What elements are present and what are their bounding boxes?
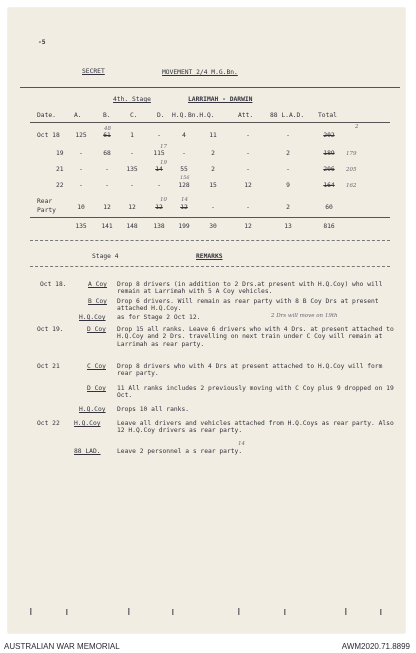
stage-route: LARRIMAH - DARWIN: [188, 96, 253, 103]
cell: 125: [75, 132, 87, 139]
cell: 115: [153, 150, 165, 157]
row-date: 21: [56, 166, 64, 173]
cell: 1: [130, 132, 134, 139]
cell: -: [246, 132, 250, 139]
remark-text: as for Stage 2 Oct 12.: [117, 314, 201, 321]
handwritten-annotation: 205: [346, 167, 357, 173]
total-cell: 135: [75, 223, 87, 230]
footer-reference: AWM2020.71.8899: [341, 642, 410, 651]
cell: 189: [323, 150, 335, 157]
remark-text: Drop 15 all ranks. Leave 6 drivers who with 4 Drs. at present attached to H.Q.Coy and 2 Drs. travelling on next train under C Coy will remain at Larrimah as rear party.: [117, 326, 398, 348]
col-c: C.: [130, 112, 138, 119]
cell: -: [246, 166, 250, 173]
col-bnhq: Bn.H.Q.: [188, 112, 215, 119]
remarks-stage-label: Stage 4: [92, 253, 119, 260]
cell: 164: [323, 182, 335, 189]
remark-text: Drops 10 all ranks.: [117, 406, 190, 413]
cell: -: [211, 204, 215, 211]
col-a: A.: [74, 112, 82, 119]
cell: 12: [244, 182, 252, 189]
cell: -: [246, 204, 250, 211]
remark-unit: A Coy: [88, 281, 107, 288]
remarks-title: REMARKS: [196, 253, 223, 260]
cell: 2: [286, 150, 290, 157]
cell: 9: [286, 182, 290, 189]
cell: 12: [155, 204, 163, 211]
footer-institution: AUSTRALIAN WAR MEMORIAL: [4, 642, 120, 651]
handwritten-annotation: 48: [104, 126, 111, 132]
stage-label: 4th. Stage: [113, 96, 151, 103]
cell: 2: [286, 204, 290, 211]
total-cell: 13: [284, 223, 292, 230]
cell: 11: [209, 132, 217, 139]
cell: 68: [103, 150, 111, 157]
handwritten-annotation: 19: [160, 160, 167, 166]
remark-text: Drop 8 drivers (in addition to 2 Drs.at present with H.Q.Coy) who will remain at Larrimah with 5 A Coy vehicles.: [117, 281, 387, 296]
remark-unit: D Coy: [87, 326, 106, 333]
cell: 55: [180, 166, 188, 173]
col-total: Total: [318, 112, 337, 119]
remark-unit: H.Q.Coy: [74, 420, 101, 427]
cell: 12: [103, 204, 111, 211]
remark-unit: H.Q.Coy: [79, 314, 106, 321]
remark-date: Oct 21: [37, 363, 60, 370]
document-title: MOVEMENT 2/4 M.G.Bn.: [162, 69, 238, 76]
col-hq: H.Q.: [172, 112, 188, 119]
cell: 10: [77, 204, 85, 211]
cell: -: [130, 150, 134, 157]
cell: -: [79, 166, 83, 173]
cell: 14: [155, 166, 163, 173]
handwritten-note: 2 Drs will move on 19th: [271, 313, 338, 319]
total-cell: 141: [101, 223, 113, 230]
row-date: 19: [56, 150, 64, 157]
col-d: D.: [157, 112, 165, 119]
handwritten-correction: 14: [238, 441, 245, 447]
remark-unit: B Coy: [88, 298, 107, 305]
row-date: Oct 18: [37, 132, 60, 139]
corner-mark: -5: [38, 39, 46, 46]
handwritten-annotation: 17: [160, 144, 167, 150]
remark-text: 11 All ranks includes 2 previously moving with C Coy plus 9 dropped on 19 Oct.: [117, 385, 398, 400]
cell: -: [130, 182, 134, 189]
col-b: B.: [103, 112, 111, 119]
cell: -: [79, 150, 83, 157]
cell: 61: [103, 132, 111, 139]
remark-text: Drop 8 drivers who with 4 Drs at present attached to H.Q.Coy will form rear party.: [117, 363, 387, 378]
remark-unit: D Coy: [87, 385, 106, 392]
total-cell: 12: [244, 223, 252, 230]
col-date: Date.: [37, 112, 56, 119]
cell: 202: [323, 132, 335, 139]
row-date: Rear Party: [37, 198, 56, 214]
cell: 12: [180, 204, 188, 211]
remark-date: Oct 22: [37, 420, 60, 427]
cell: -: [105, 166, 109, 173]
archive-footer: [0, 638, 416, 653]
remark-date: Oct 19.: [37, 326, 64, 333]
handwritten-annotation: 179: [346, 151, 357, 157]
cell: -: [79, 182, 83, 189]
cell: 206: [323, 166, 335, 173]
cell: 128: [178, 182, 190, 189]
handwritten-annotation: 162: [346, 183, 357, 189]
cell: 2: [211, 166, 215, 173]
total-cell: 816: [323, 223, 335, 230]
total-cell: 30: [209, 223, 217, 230]
handwritten-annotation: 14: [181, 197, 188, 203]
handwritten-annotation: 2: [355, 124, 359, 130]
total-cell: 199: [178, 223, 190, 230]
cell: 12: [128, 204, 136, 211]
remark-unit: H.Q.Coy: [79, 406, 106, 413]
cell: -: [182, 150, 186, 157]
cell: -: [246, 150, 250, 157]
cell: 60: [325, 204, 333, 211]
remark-text: Leave all drivers and vehicles attached from H.Q.Coys as rear party. Also 12 H.Q.Coy drivers as rear party.: [117, 420, 398, 435]
remark-date: Oct 18.: [40, 281, 67, 288]
remark-unit: C Coy: [87, 363, 106, 370]
remark-text: Leave 2 personnel a s rear party.: [117, 448, 243, 455]
cell: 4: [182, 132, 186, 139]
remark-unit: 88 LAD.: [74, 448, 101, 455]
col-att: Att.: [238, 112, 254, 119]
cell: -: [157, 132, 161, 139]
col-lad: 88 L.A.D.: [270, 112, 305, 119]
total-cell: 148: [126, 223, 138, 230]
cell: 135: [126, 166, 138, 173]
handwritten-annotation: 10: [160, 197, 167, 203]
cell: -: [286, 166, 290, 173]
cell: -: [105, 182, 109, 189]
cell: 15: [209, 182, 217, 189]
cell: -: [286, 132, 290, 139]
row-date: 22: [56, 182, 64, 189]
punch-marks: [30, 604, 390, 618]
total-cell: 138: [153, 223, 165, 230]
cell: -: [157, 182, 161, 189]
cell: 2: [211, 150, 215, 157]
secret-label: SECRET: [82, 68, 105, 75]
remark-text: Drop 6 drivers. Will remain as rear party with 8 B Coy Drs at present attached H.Q.Coy.: [117, 298, 383, 313]
handwritten-annotation: 156: [180, 175, 190, 181]
